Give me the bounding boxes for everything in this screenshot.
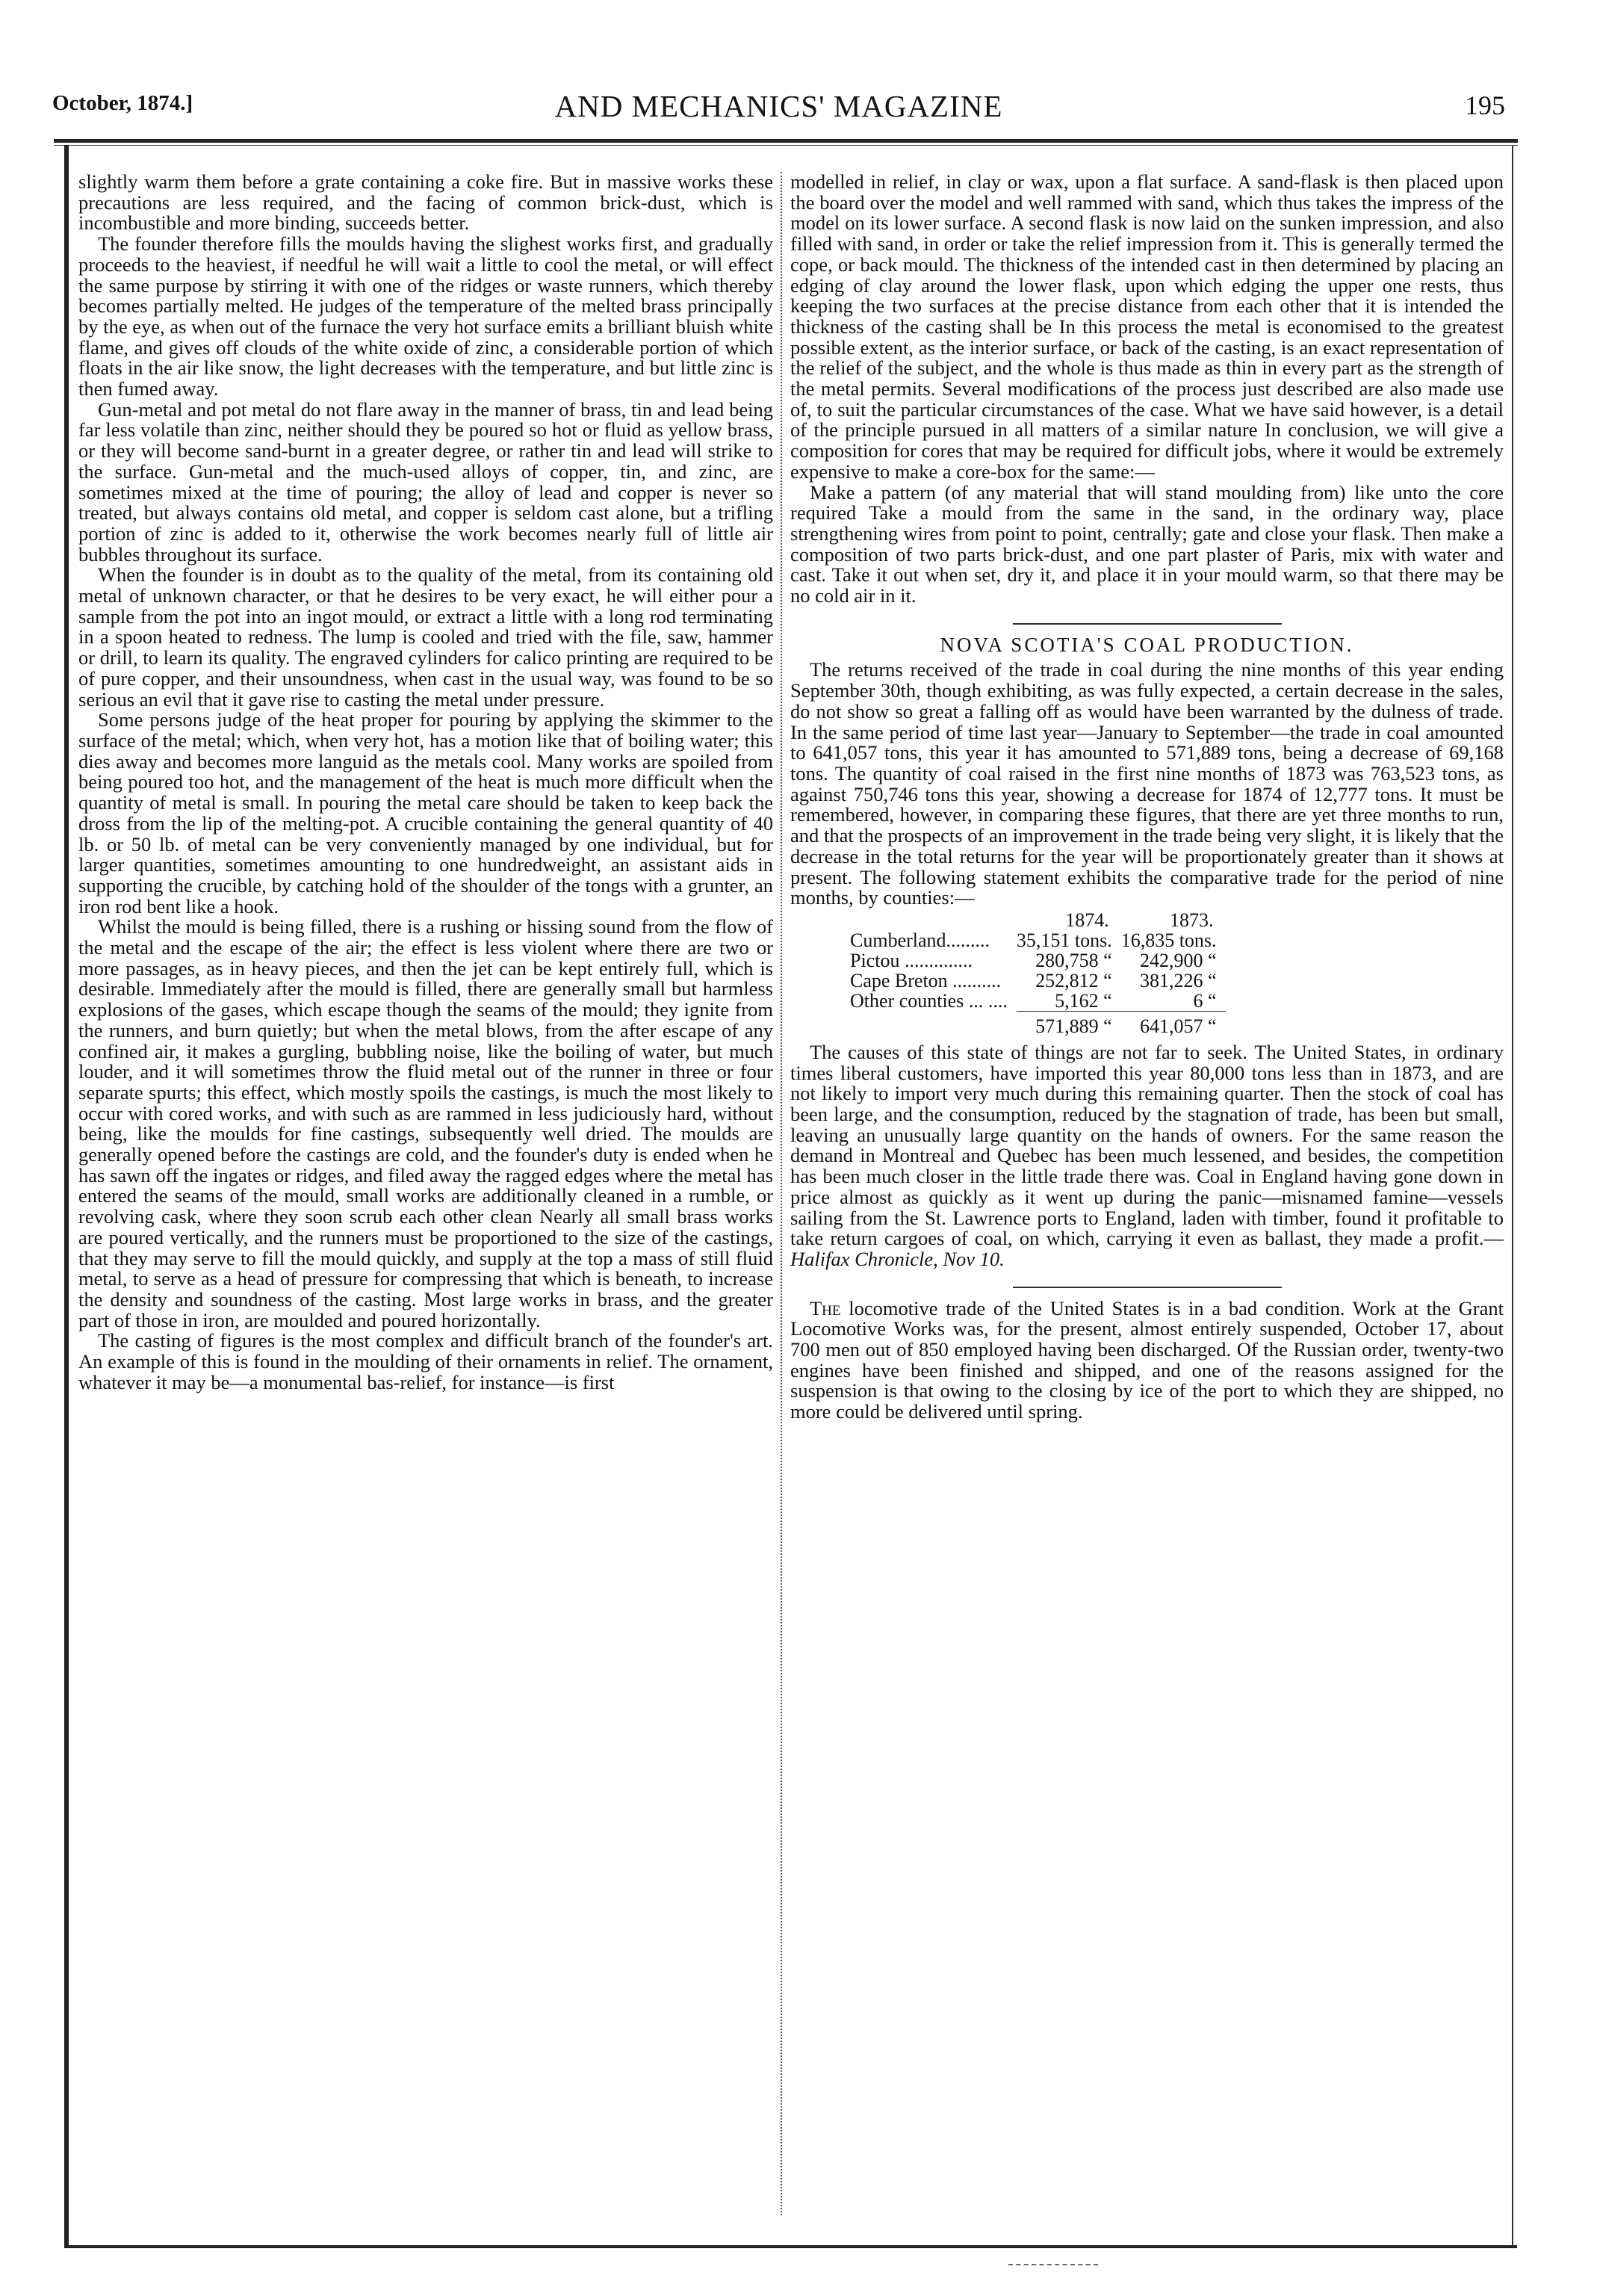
issue-date: October, 1874.] bbox=[52, 91, 193, 115]
magazine-title: AND MECHANICS' MAGAZINE bbox=[554, 89, 1003, 123]
source-citation: Halifax Chronicle, Nov 10. bbox=[790, 1247, 1005, 1270]
value-1873: 16,835 tons. bbox=[1120, 929, 1217, 951]
section-divider bbox=[1013, 1287, 1282, 1288]
table-row bbox=[850, 950, 1226, 971]
total-1873: 641,057 “ bbox=[1121, 1011, 1226, 1036]
table-row bbox=[850, 930, 1226, 950]
locomotive-text: locomotive trade of the United States is in a bad condition. Work at the Grant Locomotive Works was, for the present, almost entirely suspended, October 17, about 700 men out of 850 employed having been discharged. Of the Russian order, twenty-two engines have been finished and shipped, and one of the reasons assigned for the suspension is that owing to the closing by ice of the port to which they are shipped, no more could be delivered until spring. bbox=[790, 1296, 1504, 1423]
paragraph: The casting of figures is the most complex and difficult branch of the founder's art. An example of this is found in the moulding of their ornaments in relief. The ornament, whatever it may be—a monumental bas-relief, for instance—is first bbox=[78, 1329, 773, 1393]
total-1874: 571,889 “ bbox=[1017, 1011, 1121, 1036]
column-header: 1874. bbox=[1065, 909, 1109, 931]
paragraph: slightly warm them before a grate containing a coke fire. But in massive works these precautions are less required, and the facing of common brick-dust, which is incombustible and more binding, succeeds better. bbox=[78, 170, 773, 235]
value-1874: 280,758 “ bbox=[1035, 949, 1112, 971]
county-name: Other counties ... .... bbox=[850, 990, 1008, 1012]
paragraph: Some persons judge of the heat proper for pouring by applying the skimmer to the surface of the metal; which, when very hot, has a motion like that of boiling water; this dies away and becomes more languid as the metals cool. Many works are spoiled from being poured too hot, and the management of the heat is much more difficult when the quantity of metal is small. In pouring the metal care should be taken to keep back the dross from the lip of the melting-pot. A crucible containing the general quantity of 40 lb. or 50 lb. of metal can be very conveniently managed by one individual, but for larger quantities, sometimes amounting to one hundredweight, an assistant aids in supporting the crucible, by catching hold of the shoulder of the tongs with a grunter, an iron rod bent like a hook. bbox=[78, 708, 773, 918]
table-total-row bbox=[850, 1011, 1226, 1036]
table-row bbox=[850, 971, 1226, 991]
paragraph: Whilst the mould is being filled, there is a rushing or hissing sound from the flow of the metal and the escape of the air; the effect is less violent where there are two or more passages, as in heavy pieces, and then the jet can be kept entirely full, which is desirable. Immediately after the mould is filled, there are generally small but harmless explosions of the gases, which escape though the seams of the mould; they ignite from the runners, and burn quietly; but when the metal blows, from the after escape of any confined air, it makes a gurgling, bubbling noise, like the boiling of water, but much louder, and it will sometimes throw the fluid metal out of the runner in three or four separate spurts; this effect, which mostly spoils the castings, is much the most likely to occur with cored works, and with such as are rammed in less judiciously hard, without being, like the moulds for fine castings, subsequently well dried. The moulds are generally opened before the castings are cold, and the founder's duty is ended when he has sawn off the ingates or ridges, and filed away the ragged edges where the metal has entered the seams of the mould, small works are additionally cleaned in a rumble, or revolving cask, where they soon scrub each other clean Nearly all small brass works are poured vertically, and the runners must be proportioned to the size of the castings, that they may serve to fill the mould quickly, and supply at the top a mass of still fluid metal, to serve as a head of pressure for compressing that which is beneath, to increase the density and soundness of the casting. Most large works in brass, and the greater part of those in iron, are moulded and poured horizontally. bbox=[78, 915, 773, 1331]
page-number: 195 bbox=[1465, 90, 1505, 120]
footer-rule bbox=[64, 2245, 1517, 2248]
right-column bbox=[790, 172, 1504, 1423]
value-1873: 242,900 “ bbox=[1139, 949, 1217, 971]
table-header-row bbox=[850, 910, 1226, 930]
paragraph bbox=[790, 1296, 1504, 1423]
section-divider bbox=[1013, 623, 1282, 625]
column-header: 1873. bbox=[1170, 909, 1214, 931]
value-1874: 35,151 tons. bbox=[1016, 929, 1112, 951]
value-1873: 381,226 “ bbox=[1139, 969, 1217, 991]
paragraph: Gun-metal and pot metal do not flare away in the manner of brass, tin and lead being far less volatile than zinc, neither should they be poured so hot or fluid as yellow brass, or they will become sand-burnt in a greater degree, or rather tin and lead will strike to the surface. Gun-metal and the much-used alloys of copper, tin, and zinc, are sometimes mixed at the time of pouring; the alloy of lead and copper is never so treated, but always contains old metal, and copper is seldom cast alone, but a trifling portion of zinc is added to it, otherwise the work becomes nearly full of little air bubbles throughout its surface. bbox=[78, 397, 773, 566]
left-border-rule bbox=[64, 145, 69, 2248]
value-1874: 5,162 “ bbox=[1055, 989, 1112, 1012]
county-name: Pictou .............. bbox=[850, 949, 973, 971]
paragraph: modelled in relief, in clay or wax, upon a flat surface. A sand-flask is then placed upon the board over the model and well rammed with sand, which thus takes the impress of the model on its lower surface. A second flask is now laid on the sunken impression, and also filled with sand, in order or take the relief impression from it. This is generally termed the cope, or back mould. The thickness of the intended cast in then determined by placing an edging of clay around the lower flask, upon which edging the upper one rests, thus keeping the two surfaces at the precise distance from each other that it is intended the thickness of the casting shall be In this process the metal is economised to the greatest possible extent, as the interior surface, or back of the casting, is an exact representation of the relief of the subject, and the whole is thus made as thin in every part as the strength of the metal permits. Several modifications of the process just described are also made use of, to suit the particular circumstances of the case. What we have said however, is a detail of the principle pursued in all matters of a similar nature In conclusion, we will give a composition for cores that may be required for difficult jobs, where it would be extremely expensive to make a core-box for the same:— bbox=[790, 170, 1504, 483]
tail-ornament bbox=[1008, 2264, 1098, 2265]
county-name: Cumberland......... bbox=[850, 929, 990, 951]
paragraph: The returns received of the trade in coal during the nine months of this year ending September 30th, though exhibiting, as was fully expected, a certain decrease in the sales, do not show so great a falling off as would have been warranted by the dulness of trade. In the same period of time last year—January to September—the trade in coal amounted to 641,057 tons, this year it has amounted to 571,889 tons, being a decrease of 69,168 tons. The quantity of coal raised in the first nine months of 1873 was 763,523 tons, as against 750,746 tons this year, showing a decrease for 1874 of 12,777 tons. It must be remembered, however, in comparing these figures, that there are yet three months to run, and that the prospects of an improvement in the trade being very slight, it is likely that the decrease in the total returns for the year will be proportionately greater than it shows at present. The following statement exhibits the comparative trade for the period of nine months, by counties:— bbox=[790, 658, 1504, 909]
value-1874: 252,812 “ bbox=[1035, 969, 1112, 991]
county-name: Cape Breton .......... bbox=[850, 969, 1002, 991]
header-rule-thin bbox=[54, 145, 1518, 146]
table-row bbox=[850, 991, 1226, 1012]
left-column bbox=[78, 172, 773, 1393]
paragraph: When the founder is in doubt as to the quality of the metal, from its containing old metal of unknown character, or that he desires to be very exact, he will either pour a sample from the pot into an ingot mould, or extract a little with a long rod terminating in a spoon heated to redness. The lump is cooled and tried with the file, saw, hammer or drill, to learn its quality. The engraved cylinders for calico printing are required to be of pure copper, and their unsoundness, when cast in the usual way, was found to be so serious an evil that it gave rise to casting the metal under pressure. bbox=[78, 563, 773, 711]
conclusion-text: The causes of this state of things are not far to seek. The United States, in ordinary times liberal customers, have imported this year 80,000 tons less than in 1873, and are not likely to import very much during this remaining quarter. Then the stock of coal has been large, and the consumption, reduced by the stagnation of trade, has been but small, leaving an unusually large quantity on the hands of owners. For the same reason the demand in Montreal and Quebec has been much lessened, and besides, the competition has been much closer in the little trade there was. Coal in England having gone down in price almost as quickly as it went up during the panic—misnamed famine—vessels sailing from the St. Lawrence ports to England, laden with timber, found it profitable to take return cargoes of coal, on which, carrying it even as ballast, they made a profit.— bbox=[790, 1040, 1504, 1250]
value-1873: 6 “ bbox=[1193, 989, 1217, 1012]
header-rule bbox=[54, 139, 1518, 143]
coal-section-title: NOVA SCOTIA'S COAL PRODUCTION. bbox=[940, 633, 1354, 656]
page-header bbox=[52, 88, 1505, 134]
lead-word: The bbox=[810, 1296, 841, 1319]
paragraph bbox=[790, 1042, 1504, 1270]
column-divider bbox=[781, 172, 782, 2215]
right-border-rule bbox=[1512, 145, 1513, 2248]
paragraph: Make a pattern (of any material that will stand moulding from) like unto the core required Take a mould from the same in the sand, in the ordinary way, place strengthening wires from point to point, centrally; gate and close your flask. Then make a composition of two parts brick-dust, and one part plaster of Paris, mix with water and cast. Take it out when set, dry it, and place it in your mould warm, so that there may be no cold air in it. bbox=[790, 480, 1504, 607]
coal-trade-table bbox=[850, 910, 1226, 1036]
paragraph: The founder therefore fills the moulds having the slighest works first, and gradually proceeds to the heaviest, if needful he will wait a little to cool the metal, or will effect the same purpose by stirring it with one of the ridges or waste runners, which thereby becomes partially melted. He judges of the temperature of the melted brass principally by the eye, as when out of the furnace the very hot surface emits a brilliant bluish white flame, and gives off clouds of the white oxide of zinc, a considerable portion of which floats in the air like snow, the light decreases with the temperature, and but little zinc is then fumed away. bbox=[78, 232, 773, 400]
